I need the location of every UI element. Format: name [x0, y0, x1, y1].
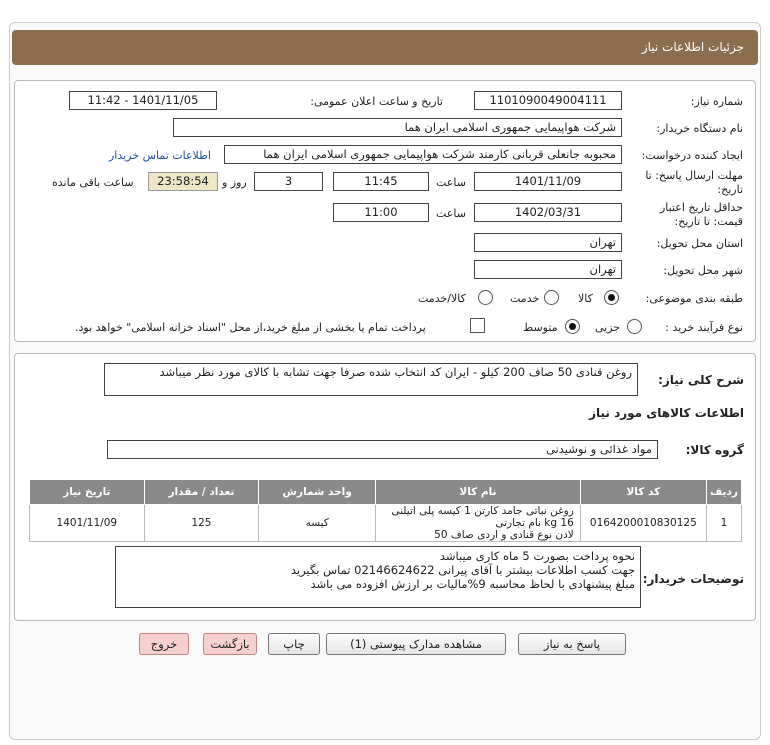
buyer-notes-label: توضیحات خریدار: [642, 572, 744, 586]
col-header-code: کد کالا [580, 480, 706, 505]
category-radio-goods[interactable] [604, 290, 619, 305]
days-remaining-field: 3 [254, 172, 323, 191]
buyer-org-field: شرکت هواپیمایی جمهوری اسلامی ایران هما [173, 118, 622, 137]
validity-time-label: ساعت [436, 207, 466, 220]
purchase-type-label: نوع فرآیند خرید : [665, 321, 743, 334]
row-name [376, 505, 581, 542]
col-header-name: نام کالا [376, 480, 581, 505]
buyer-org-label: نام دستگاه خریدار: [656, 122, 743, 135]
buyer-notes-line3: مبلغ پیشنهادی با لحاظ محاسبه 9%مالیات بر ارزش افزوده می باشد [310, 577, 635, 591]
back-button[interactable]: بازگشت [203, 633, 257, 655]
col-header-qty: تعداد / مقدار [144, 480, 259, 505]
category-radio-goods-service[interactable] [478, 290, 493, 305]
goods-table [29, 479, 742, 542]
deadline-label-line2: تاریخ: [717, 183, 743, 196]
exit-button[interactable]: خروج [139, 633, 189, 655]
deadline-date-field: 1401/11/09 [474, 172, 622, 191]
announce-datetime-field: 1401/11/05 - 11:42 [69, 91, 217, 110]
goods-info-heading: اطلاعات کالاهای مورد نیاز [589, 406, 744, 420]
buyer-notes-line1: نحوه پرداخت بصورت 5 ماه کاری میباشد [439, 549, 635, 563]
purchase-option-medium: متوسط [523, 321, 558, 334]
delivery-city-field: تهران [474, 260, 622, 279]
purchase-option-minor: جزیی [595, 321, 621, 334]
delivery-province-label: استان محل تحویل: [656, 237, 743, 250]
purchase-radio-minor[interactable] [627, 319, 642, 334]
row-unit: کیسه [259, 505, 376, 542]
row-name-line1: روغن نباتی جامد کارتن 1 کیسه پلی اتیلنی 16 kg نام تجارتی [391, 505, 574, 529]
reply-button[interactable]: پاسخ به نیاز [518, 633, 626, 655]
purchase-radio-medium[interactable] [565, 319, 580, 334]
goods-group-label: گروه کالا: [685, 443, 744, 457]
remaining-label: ساعت باقی مانده [52, 176, 134, 189]
col-header-date: تاریخ نیاز [30, 480, 145, 505]
col-header-unit: واحد شمارش [259, 480, 376, 505]
category-radio-service[interactable] [544, 290, 559, 305]
treasury-checkbox[interactable] [470, 318, 485, 333]
page-title: جزئیات اطلاعات نیاز [12, 30, 758, 65]
summary-text: روغن قنادی 50 صاف 200 کیلو - ایران کد انتخاب شده صرفا جهت تشابه با کالای مورد نظر میباشد [104, 363, 638, 396]
buyer-notes-line2: جهت کسب اطلاعات بیشتر با آقای پیرانی 02146624622 تماس بگیرید [290, 563, 635, 577]
buyer-contact-link[interactable]: اطلاعات تماس خریدار [109, 149, 211, 162]
validity-time-field: 11:00 [333, 203, 429, 222]
delivery-province-field: تهران [474, 233, 622, 252]
validity-label-line2: قیمت: تا تاریخ: [674, 215, 743, 228]
category-option-goods-service: کالا/خدمت [418, 292, 466, 305]
col-header-index: ردیف [706, 480, 741, 505]
attachments-button[interactable]: مشاهده مدارک پیوستی (1) [326, 633, 506, 655]
row-qty: 125 [144, 505, 259, 542]
category-option-goods: کالا [578, 292, 593, 305]
need-number-label: شماره نیاز: [690, 95, 743, 108]
delivery-city-label: شهر محل تحویل: [663, 264, 743, 277]
validity-label-line1: حداقل تاریخ اعتبار [659, 201, 743, 214]
deadline-time-label: ساعت [436, 176, 466, 189]
category-option-service: خدمت [510, 292, 540, 305]
treasury-note: پرداخت تمام یا بخشی از مبلغ خرید،از محل "اسناد خزانه اسلامی" خواهد بود. [75, 321, 426, 334]
category-label: طبقه بندی موضوعی: [645, 292, 743, 305]
summary-label: شرح کلی نیاز: [658, 373, 744, 387]
buyer-notes-box [115, 546, 641, 608]
days-label: روز و [222, 176, 247, 189]
deadline-time-field: 11:45 [333, 172, 429, 191]
table-row [30, 505, 742, 542]
row-date: 1401/11/09 [30, 505, 145, 542]
validity-date-field: 1402/03/31 [474, 203, 622, 222]
row-code: 0164200010830125 [580, 505, 706, 542]
remaining-time-field: 23:58:54 [148, 172, 218, 191]
announce-label: تاریخ و ساعت اعلان عمومی: [310, 95, 443, 108]
print-button[interactable]: چاپ [268, 633, 320, 655]
goods-group-field: مواد غذائی و نوشیدنی [107, 440, 658, 459]
need-number-field: 1101090049004111 [474, 91, 622, 110]
deadline-label-line1: مهلت ارسال پاسخ: تا [645, 169, 743, 182]
row-index: 1 [706, 505, 741, 542]
row-name-line2: لادن نوع قنادی و اردی صاف 50 [434, 529, 574, 541]
requester-label: ایجاد کننده درخواست: [641, 149, 743, 162]
requester-field: محبوبه جانعلی قربانی کارمند شرکت هواپیمایی جمهوری اسلامی ایران هما [224, 145, 622, 164]
